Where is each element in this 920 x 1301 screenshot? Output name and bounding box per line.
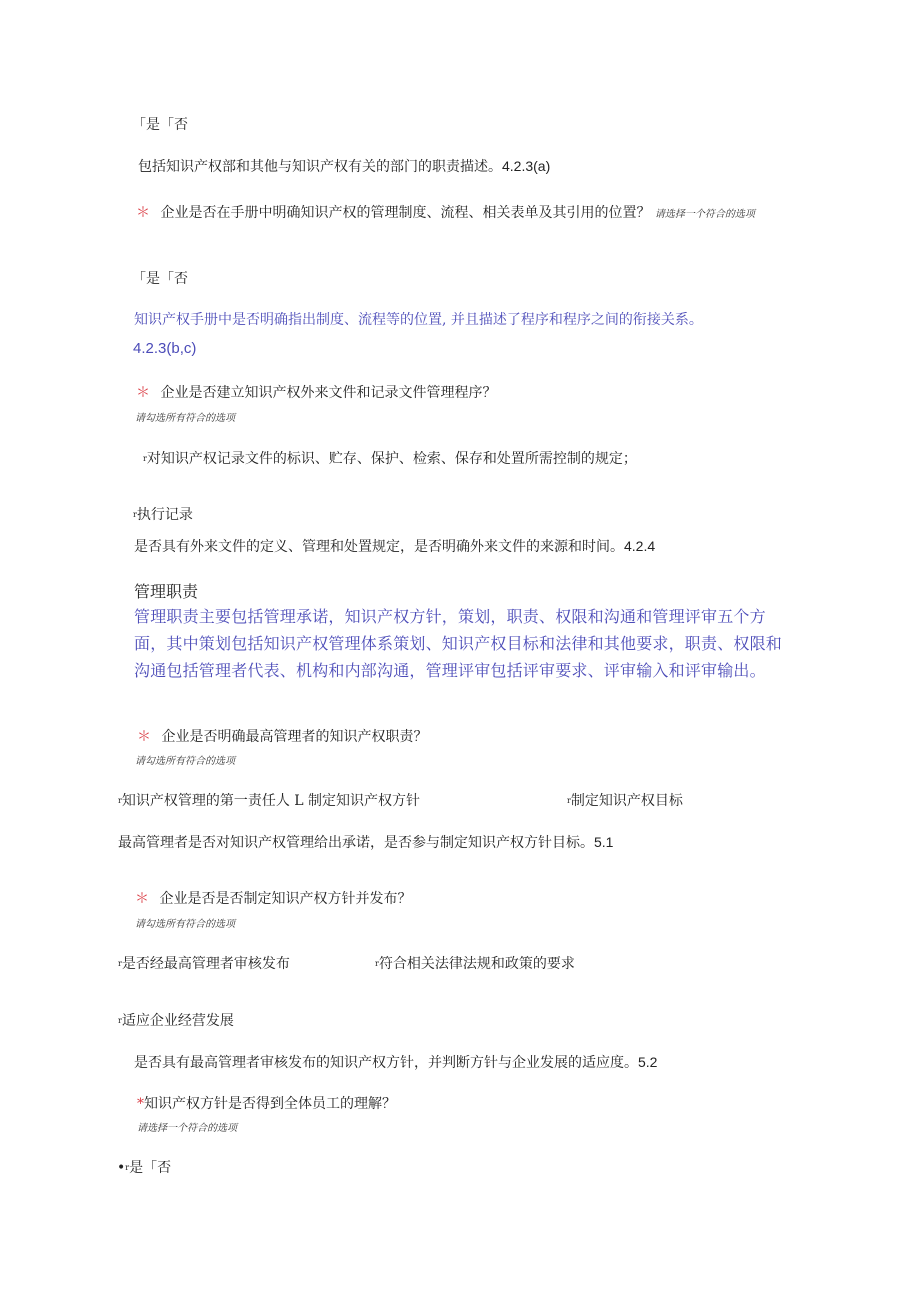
required-star-icon: ＊	[136, 385, 150, 401]
radio-group-q1	[132, 270, 188, 288]
radio-yes-q5[interactable]: 是	[129, 1160, 144, 1176]
required-star-icon: ＊	[137, 729, 151, 745]
radio-yes-q0[interactable]: 「是	[132, 117, 160, 133]
required-star-icon: *	[137, 1096, 144, 1112]
question-text: 企业是否是否制定知识产权方针并发布？	[159, 891, 412, 907]
question-hint-q5: 请选择一个符合的选项	[137, 1123, 237, 1134]
note-q4	[134, 1053, 657, 1072]
note-q1: 知识产权手册中是否明确指出制度、流程等的位置, 并且描述了程序和程序之间的衔接关系。	[134, 312, 703, 328]
checkbox-icon: r	[118, 796, 122, 805]
checkbox-option-q3-2[interactable]	[567, 792, 683, 810]
question-q3	[137, 728, 427, 746]
question-text: 知识产权方针是否得到全体员工的理解？	[144, 1096, 396, 1112]
checkbox-option-q4-1[interactable]	[118, 955, 290, 973]
checkbox-icon: r	[567, 796, 571, 805]
clause-ref: 5.2	[638, 1054, 658, 1070]
question-q2	[136, 384, 496, 402]
question-text: 企业是否建立知识产权外来文件和记录文件管理程序？	[160, 385, 497, 401]
checkbox-option-q2-1[interactable]	[143, 450, 637, 468]
option-label: 执行记录	[136, 507, 193, 523]
note-q3	[118, 833, 613, 852]
question-q5	[137, 1095, 396, 1113]
question-text: 企业是否明确最高管理者的知识产权职责？	[161, 729, 428, 745]
note-text: 是否具有最高管理者审核发布的知识产权方针，并判断方针与企业发展的适应度。	[134, 1055, 638, 1071]
checkbox-option-q2-2[interactable]	[133, 506, 193, 524]
section-title: 管理职责	[134, 582, 199, 601]
required-star-icon: ＊	[136, 205, 150, 221]
radio-icon: r	[125, 1163, 130, 1172]
question-text: 企业是否在手册中明确知识产权的管理制度、流程、相关表单及其引用的位置？	[160, 205, 651, 221]
checkbox-option-q4-3[interactable]	[118, 1012, 234, 1030]
question-hint-q2: 请勾选所有符合的选项	[135, 413, 235, 424]
question-q4	[135, 890, 411, 908]
option-label: 是否经最高管理者审核发布	[121, 956, 290, 972]
option-label: 对知识产权记录文件的标识、贮存、保护、检索、保存和处置所需控制的规定；	[146, 451, 637, 467]
note-text: 是否具有外来文件的定义、管理和处置规定，是否明确外来文件的来源和时间。	[134, 539, 624, 555]
radio-no-q1[interactable]: 「否	[160, 271, 188, 287]
radio-group-q0	[132, 116, 188, 134]
note-q2	[134, 537, 655, 556]
note-text: 包括知识产权部和其他与知识产权有关的部门的职责描述。	[138, 159, 502, 175]
checkbox-icon: r	[118, 959, 122, 968]
question-hint: 请选择一个符合的选项	[654, 209, 755, 220]
clause-ref-q1: 4.2.3(b,c)	[133, 340, 197, 357]
option-label: 适应企业经营发展	[121, 1013, 234, 1029]
checkbox-icon: r	[375, 959, 379, 968]
option-label: 制定知识产权目标	[570, 793, 683, 809]
radio-no-q5[interactable]: 「否	[143, 1160, 172, 1176]
radio-no-q0[interactable]: 「否	[160, 117, 188, 133]
clause-ref: 4.2.4	[624, 538, 656, 554]
checkbox-option-q3-1[interactable]	[118, 792, 420, 810]
required-star-icon: ＊	[135, 891, 149, 907]
radio-yes-q1[interactable]: 「是	[132, 271, 160, 287]
clause-ref: 4.2.3(a)	[502, 158, 551, 174]
question-hint-q4: 请勾选所有符合的选项	[135, 919, 235, 930]
checkbox-option-q4-2[interactable]	[375, 955, 575, 973]
option-label: 符合相关法律法规和政策的要求	[378, 956, 575, 972]
clause-ref: 5.1	[594, 834, 614, 850]
question-hint-q3: 请勾选所有符合的选项	[135, 756, 235, 767]
option-label: 知识产权管理的第一责任人 L 制定知识产权方针	[121, 793, 421, 809]
checkbox-icon: r	[143, 454, 147, 463]
radio-group-q5	[117, 1159, 171, 1177]
note-q0	[138, 157, 550, 176]
note-text: 最高管理者是否对知识产权管理给出承诺，是否参与制定知识产权方针目标。	[118, 835, 594, 851]
section-body: 管理职责主要包括管理承诺，知识产权方针，策划，职责、权限和沟通和管理评审五个方面，其中策划包括知识产权管理体系策划、知识产权目标和法律和其他要求，职责、权限和沟通包括管理者代表、机构和内部沟通，管理评审包括评审要求、评审输入和评审输出。	[134, 607, 783, 680]
bullet-icon: •	[117, 1160, 126, 1176]
checkbox-icon: r	[118, 1016, 122, 1025]
checkbox-icon: r	[133, 510, 137, 519]
question-q1	[136, 204, 755, 222]
